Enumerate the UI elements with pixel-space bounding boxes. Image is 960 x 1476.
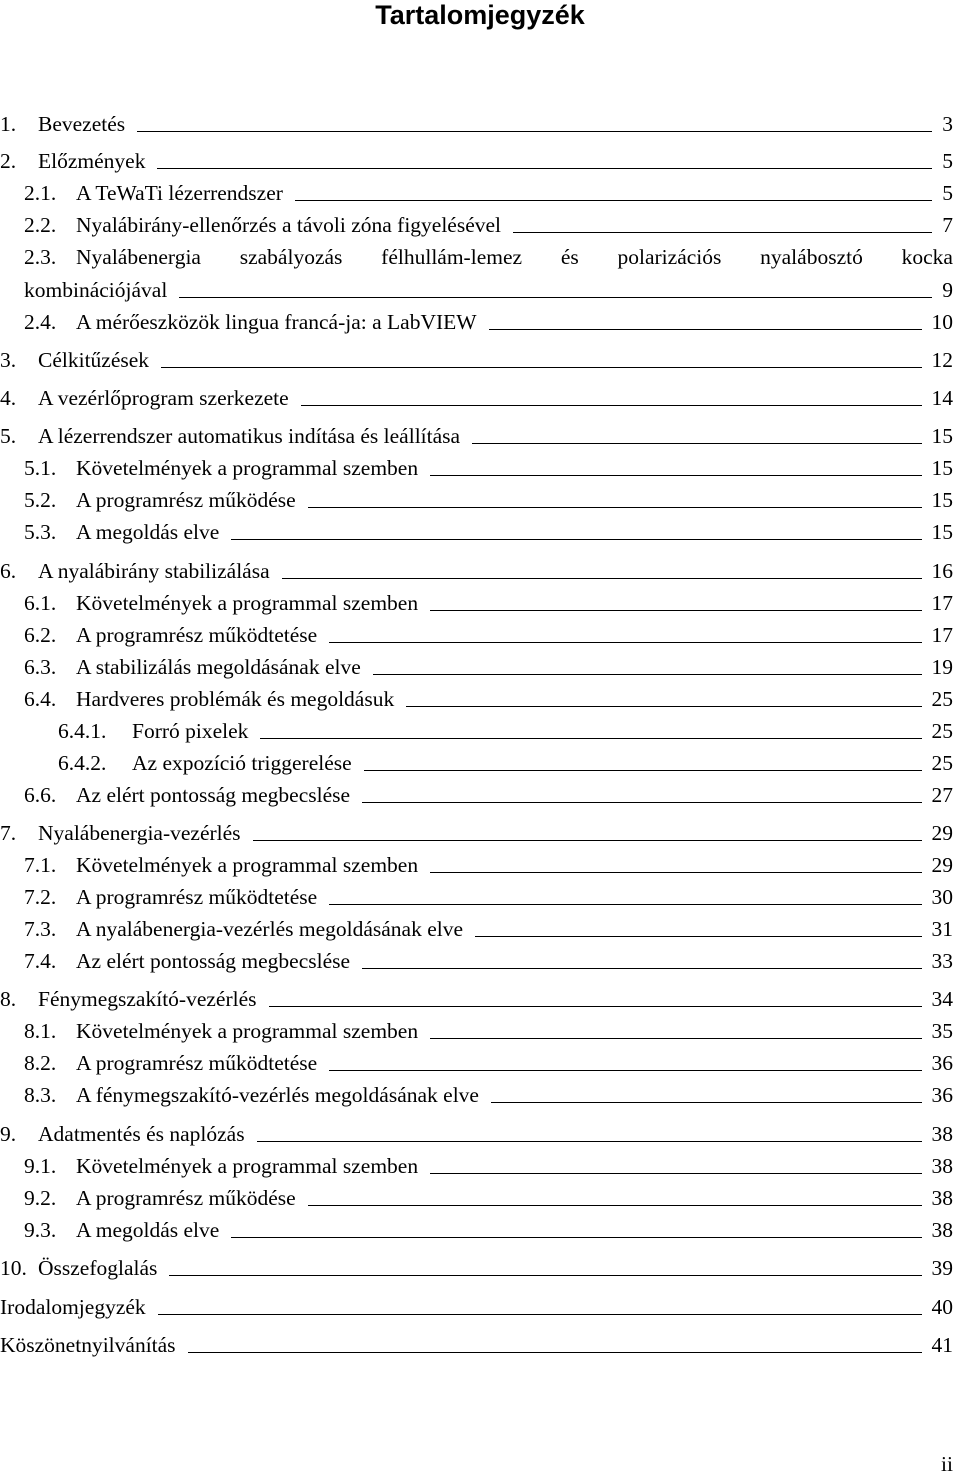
toc-entry[interactable]	[0, 1122, 953, 1146]
toc-leader-line	[329, 1070, 921, 1071]
toc-entry-number: 6.4.2.	[58, 751, 107, 775]
toc-entry-page: 9	[942, 278, 953, 302]
toc-entry-page: 25	[931, 719, 953, 743]
toc-entry-page: 12	[931, 348, 953, 372]
toc-entry-title: A mérőeszközök lingua francá-ja: a LabVIEW	[76, 310, 477, 334]
toc-entry-title: A vezérlőprogram szerkezete	[38, 386, 289, 410]
toc-entry-word: Nyalábenergia	[76, 245, 201, 269]
toc-entry[interactable]	[0, 1218, 953, 1242]
toc-entry-title: Fénymegszakító-vezérlés	[38, 987, 257, 1011]
toc-entry-number: 6.3.	[24, 655, 57, 679]
toc-entry-number: 3.	[0, 348, 17, 372]
toc-entry-number: 6.1.	[24, 591, 57, 615]
toc-entry-number: 2.1.	[24, 181, 57, 205]
toc-entry-title: A programrész működtetése	[76, 885, 318, 909]
toc-leader-line	[231, 1237, 921, 1238]
toc-entry-title: Nyalábenergia-vezérlés	[38, 821, 241, 845]
toc-leader-line	[179, 297, 932, 298]
toc-entry-number: 5.3.	[24, 520, 57, 544]
toc-entry-number: 2.3.	[24, 245, 57, 269]
toc-entry-continuation[interactable]	[24, 278, 953, 302]
toc-entry-title-cont: kombinációjával	[24, 278, 168, 302]
toc-leader-line	[362, 802, 921, 803]
toc-entry-page: 41	[931, 1333, 953, 1357]
toc-entry-page: 19	[931, 655, 953, 679]
toc-entry-title: Követelmények a programmal szemben	[76, 853, 419, 877]
toc-entry-page: 15	[931, 520, 953, 544]
toc-entry-number: 7.4.	[24, 949, 57, 973]
toc-entry-number: 8.1.	[24, 1019, 57, 1043]
toc-entry-number: 8.	[0, 987, 17, 1011]
toc-entry-page: 38	[931, 1218, 953, 1242]
toc-entry[interactable]	[0, 520, 953, 544]
toc-entry-page: 31	[931, 917, 953, 941]
toc-entry-number: 5.	[0, 424, 17, 448]
toc-leader-line	[308, 1205, 922, 1206]
toc-entry-number: 7.1.	[24, 853, 57, 877]
toc-entry-page: 10	[931, 310, 953, 334]
toc-entry-title: A nyalábirány stabilizálása	[38, 559, 270, 583]
toc-leader-line	[430, 1038, 921, 1039]
toc-entry-title: Előzmények	[38, 149, 146, 173]
toc-entry-page: 34	[931, 987, 953, 1011]
toc-entry-title: Az expozíció triggerelése	[132, 751, 352, 775]
toc-entry-title	[76, 245, 953, 269]
toc-entry-title: A megoldás elve	[76, 520, 220, 544]
toc-entry-title: A TeWaTi lézerrendszer	[76, 181, 283, 205]
toc-entry[interactable]	[0, 488, 953, 512]
toc-leader-line	[137, 131, 932, 132]
toc-entry-word: félhullám-lemez	[381, 245, 523, 269]
toc-title: Tartalomjegyzék	[375, 0, 585, 30]
toc-entry[interactable]	[0, 885, 953, 909]
toc-leader-line	[430, 872, 921, 873]
toc-leader-line	[301, 405, 922, 406]
toc-leader-line	[430, 610, 921, 611]
toc-entry-page: 25	[931, 687, 953, 711]
toc-entry-word: kocka	[901, 245, 953, 269]
toc-entry-title: A lézerrendszer automatikus indítása és leállítása	[38, 424, 461, 448]
toc-entry[interactable]	[0, 348, 953, 372]
toc-entry-title: Követelmények a programmal szemben	[76, 1154, 419, 1178]
toc-entry[interactable]	[0, 949, 953, 973]
toc-entry[interactable]	[0, 917, 953, 941]
toc-entry-page: 38	[931, 1154, 953, 1178]
toc-entry-title: A megoldás elve	[76, 1218, 220, 1242]
toc-entry-title: Hardveres problémák és megoldásuk	[76, 687, 395, 711]
toc-entry-number: 2.	[0, 149, 17, 173]
toc-entry-number: 6.6.	[24, 783, 57, 807]
toc-entry[interactable]	[0, 591, 953, 615]
toc-entry[interactable]	[0, 719, 953, 743]
toc-leader-line	[161, 367, 921, 368]
toc-entry[interactable]	[0, 783, 953, 807]
toc-leader-line	[430, 475, 921, 476]
toc-entry-number: 9.1.	[24, 1154, 57, 1178]
toc-entry-number: 1.	[0, 112, 17, 136]
toc-entry-title: A stabilizálás megoldásának elve	[76, 655, 361, 679]
toc-entry-page: 16	[931, 559, 953, 583]
toc-entry-page: 25	[931, 751, 953, 775]
toc-entry[interactable]	[0, 386, 953, 410]
toc-entry-title: Követelmények a programmal szemben	[76, 1019, 419, 1043]
toc-entry-number: 8.3.	[24, 1083, 57, 1107]
toc-leader-line	[157, 168, 932, 169]
toc-entry-number: 7.2.	[24, 885, 57, 909]
toc-entry-page: 7	[942, 213, 953, 237]
toc-entry-number: 6.2.	[24, 623, 57, 647]
toc-leader-line	[308, 507, 922, 508]
toc-entry-page: 17	[931, 591, 953, 615]
toc-entry-title: A programrész működése	[76, 1186, 296, 1210]
toc-entry-page: 36	[931, 1083, 953, 1107]
toc-entry-page: 33	[931, 949, 953, 973]
toc-entry-page: 15	[931, 424, 953, 448]
toc-entry-page: 15	[931, 488, 953, 512]
toc-entry[interactable]	[0, 1019, 953, 1043]
toc-entry-title: A programrész működése	[76, 488, 296, 512]
toc-entry-page: 5	[942, 149, 953, 173]
toc-entry-page: 36	[931, 1051, 953, 1075]
toc-entry-title: Követelmények a programmal szemben	[76, 456, 419, 480]
toc-entry-number: 5.1.	[24, 456, 57, 480]
toc-leader-line	[406, 706, 921, 707]
toc-entry[interactable]	[0, 456, 953, 480]
toc-entry-title: Köszönetnyilvánítás	[0, 1333, 176, 1357]
toc-leader-line	[329, 904, 921, 905]
toc-entry-page: 27	[931, 783, 953, 807]
toc-entry-page: 38	[931, 1186, 953, 1210]
toc-entry-title: Adatmentés és naplózás	[38, 1122, 245, 1146]
toc-entry[interactable]	[0, 559, 953, 583]
toc-entry-number: 9.3.	[24, 1218, 57, 1242]
toc-entry[interactable]	[0, 1256, 953, 1280]
toc-leader-line	[489, 329, 922, 330]
toc-leader-line	[513, 232, 932, 233]
toc-entry-number: 5.2.	[24, 488, 57, 512]
toc-entry[interactable]	[0, 112, 953, 136]
toc-entry[interactable]	[0, 1051, 953, 1075]
toc-entry-title: Követelmények a programmal szemben	[76, 591, 419, 615]
toc-entry[interactable]	[0, 1154, 953, 1178]
toc-entry[interactable]	[0, 1295, 953, 1319]
toc-entry[interactable]	[0, 424, 953, 448]
toc-entry-number: 6.	[0, 559, 17, 583]
toc-entry-page: 40	[931, 1295, 953, 1319]
toc-leader-line	[253, 840, 922, 841]
toc-entry[interactable]	[0, 1333, 953, 1357]
toc-entry-title: Bevezetés	[38, 112, 126, 136]
toc-entry-title: Összefoglalás	[38, 1256, 158, 1280]
toc-entry-number: 2.4.	[24, 310, 57, 334]
toc-entry-number: 9.	[0, 1122, 17, 1146]
toc-leader-line	[269, 1006, 922, 1007]
toc-entry[interactable]	[0, 687, 953, 711]
toc-leader-line	[362, 968, 921, 969]
toc-entry-page: 14	[931, 386, 953, 410]
toc-entry[interactable]	[0, 181, 953, 205]
toc-entry[interactable]	[0, 1083, 953, 1107]
toc-entry-title: A programrész működtetése	[76, 623, 318, 647]
toc-entry[interactable]	[0, 213, 953, 237]
toc-entry-number: 9.2.	[24, 1186, 57, 1210]
toc-leader-line	[373, 674, 922, 675]
toc-entry[interactable]	[0, 655, 953, 679]
toc-entry[interactable]	[0, 1186, 953, 1210]
toc-leader-line	[158, 1314, 922, 1315]
toc-entry-page: 3	[942, 112, 953, 136]
toc-entry-title: Forró pixelek	[132, 719, 249, 743]
toc-entry-title: A fénymegszakító-vezérlés megoldásának elve	[76, 1083, 479, 1107]
toc-leader-line	[472, 443, 921, 444]
toc-leader-line	[231, 539, 921, 540]
toc-entry-number: 7.3.	[24, 917, 57, 941]
toc-entry[interactable]	[0, 310, 953, 334]
toc-entry-word: nyalábosztó	[760, 245, 863, 269]
toc-entry-page: 17	[931, 623, 953, 647]
toc-entry[interactable]	[24, 245, 953, 269]
toc-entry-page: 30	[931, 885, 953, 909]
toc-entry[interactable]	[0, 821, 953, 845]
toc-leader-line	[295, 200, 932, 201]
toc-entry-title: Az elért pontosság megbecslése	[76, 783, 351, 807]
toc-entry[interactable]	[0, 853, 953, 877]
toc-entry-number: 7.	[0, 821, 17, 845]
toc-entry-title: Az elért pontosság megbecslése	[76, 949, 351, 973]
toc-entry-word: és	[560, 245, 579, 269]
toc-entry[interactable]	[0, 751, 953, 775]
toc-entry-number: 4.	[0, 386, 17, 410]
toc-entry-number: 6.4.1.	[58, 719, 107, 743]
toc-entry-page: 15	[931, 456, 953, 480]
toc-leader-line	[260, 738, 921, 739]
page-number: ii	[941, 1452, 953, 1476]
toc-entry-title: A nyalábenergia-vezérlés megoldásának elve	[76, 917, 464, 941]
toc-entry-page: 5	[942, 181, 953, 205]
toc-leader-line	[364, 770, 922, 771]
toc-leader-line	[329, 642, 921, 643]
toc-entry-number: 2.2.	[24, 213, 57, 237]
toc-leader-line	[475, 936, 921, 937]
toc-entry-title: Célkitűzések	[38, 348, 150, 372]
toc-entry-title: Irodalomjegyzék	[0, 1295, 146, 1319]
toc-entry[interactable]	[0, 987, 953, 1011]
toc-entry[interactable]	[0, 623, 953, 647]
toc-entry-page: 35	[931, 1019, 953, 1043]
toc-entry-page: 38	[931, 1122, 953, 1146]
toc-entry[interactable]	[0, 149, 953, 173]
toc-entry-page: 29	[931, 821, 953, 845]
toc-entry-page: 39	[931, 1256, 953, 1280]
toc-entry-word: szabályozás	[239, 245, 343, 269]
toc-leader-line	[491, 1102, 922, 1103]
toc-entry-page: 29	[931, 853, 953, 877]
toc-entry-number: 8.2.	[24, 1051, 57, 1075]
toc-entry-number: 10.	[0, 1256, 27, 1280]
toc-leader-line	[169, 1275, 921, 1276]
toc-leader-line	[257, 1141, 922, 1142]
toc-leader-line	[282, 578, 922, 579]
toc-leader-line	[430, 1173, 921, 1174]
toc-entry-title: A programrész működtetése	[76, 1051, 318, 1075]
toc-leader-line	[188, 1352, 922, 1353]
toc-entry-word: polarizációs	[617, 245, 722, 269]
toc-entry-number: 6.4.	[24, 687, 57, 711]
toc-entry-title: Nyalábirány-ellenőrzés a távoli zóna figyelésével	[76, 213, 502, 237]
